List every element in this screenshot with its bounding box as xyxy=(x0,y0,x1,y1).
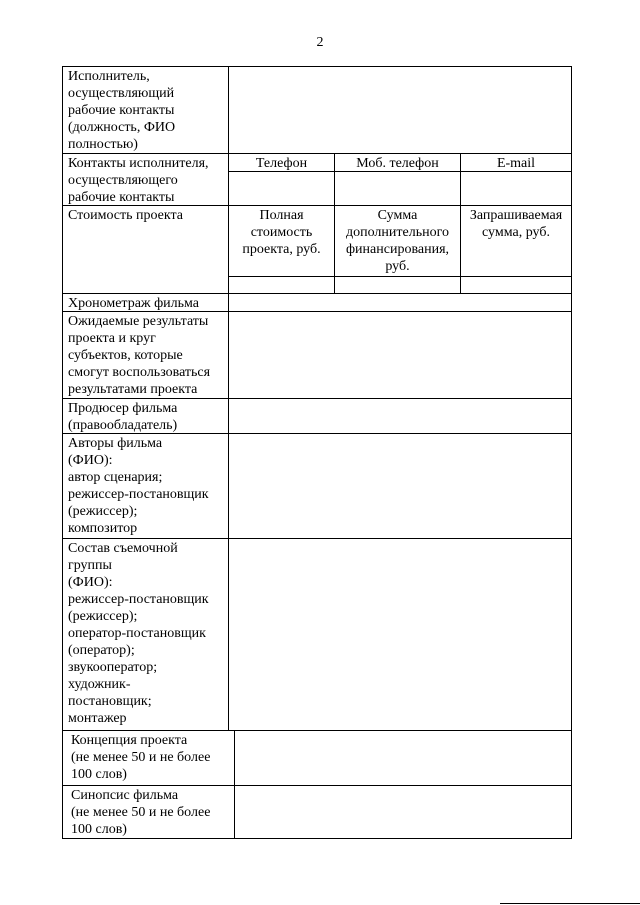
row-results xyxy=(62,311,572,398)
cost-divider xyxy=(229,276,571,277)
header-email: E-mail xyxy=(496,156,536,171)
cell-additional-financing xyxy=(335,206,461,293)
row-crew xyxy=(62,538,572,730)
cell-requested-sum xyxy=(461,206,571,293)
label-contacts: Контакты исполнителя, осуществляющего рабочие контакты xyxy=(63,154,229,205)
row-executor xyxy=(62,66,572,153)
row-synopsis xyxy=(62,785,572,839)
contacts-divider xyxy=(229,171,571,172)
label-producer: Продюсер фильма (правообладатель) xyxy=(63,399,229,433)
label-concept: Концепция проекта (не менее 50 и не более 100 слов) xyxy=(63,731,235,785)
cell-phone xyxy=(229,154,335,205)
header-additional-financing: Сумма дополнительного финансирования, руб. xyxy=(345,208,450,274)
row-concept xyxy=(62,730,572,785)
row-producer xyxy=(62,398,572,433)
label-executor: Исполнитель, осуществляющий рабочие контакты (должность, ФИО полностью) xyxy=(63,67,229,153)
row-timing xyxy=(62,293,572,311)
row-cost xyxy=(62,205,572,293)
label-cost: Стоимость проекта xyxy=(63,206,229,293)
cell-full-cost xyxy=(229,206,335,293)
header-mobile: Моб. телефон xyxy=(356,156,439,171)
cell-email xyxy=(461,154,571,205)
label-timing: Хронометраж фильма xyxy=(63,294,229,311)
bottom-right-line xyxy=(500,903,640,904)
label-authors: Авторы фильма (ФИО): автор сценария; режиссер-постановщик (режиссер); композитор xyxy=(63,434,229,538)
label-results: Ожидаемые результаты проекта и круг субъектов, которые смогут воспользоваться результатами проекта xyxy=(63,312,229,398)
cell-mobile xyxy=(335,154,461,205)
label-crew: Состав съемочной группы (ФИО): режиссер-постановщик (режиссер); оператор-постановщик (оператор); звукооператор; художник- постановщик; монтажер xyxy=(63,539,229,730)
label-synopsis: Синопсис фильма (не менее 50 и не более 100 слов) xyxy=(63,786,235,838)
header-requested-sum: Запрашиваемая сумма, руб. xyxy=(469,208,563,240)
row-authors xyxy=(62,433,572,538)
header-full-cost: Полная стоимость проекта, руб. xyxy=(242,208,321,257)
page-number: 2 xyxy=(316,35,324,50)
header-phone: Телефон xyxy=(255,156,308,171)
row-contacts xyxy=(62,153,572,205)
